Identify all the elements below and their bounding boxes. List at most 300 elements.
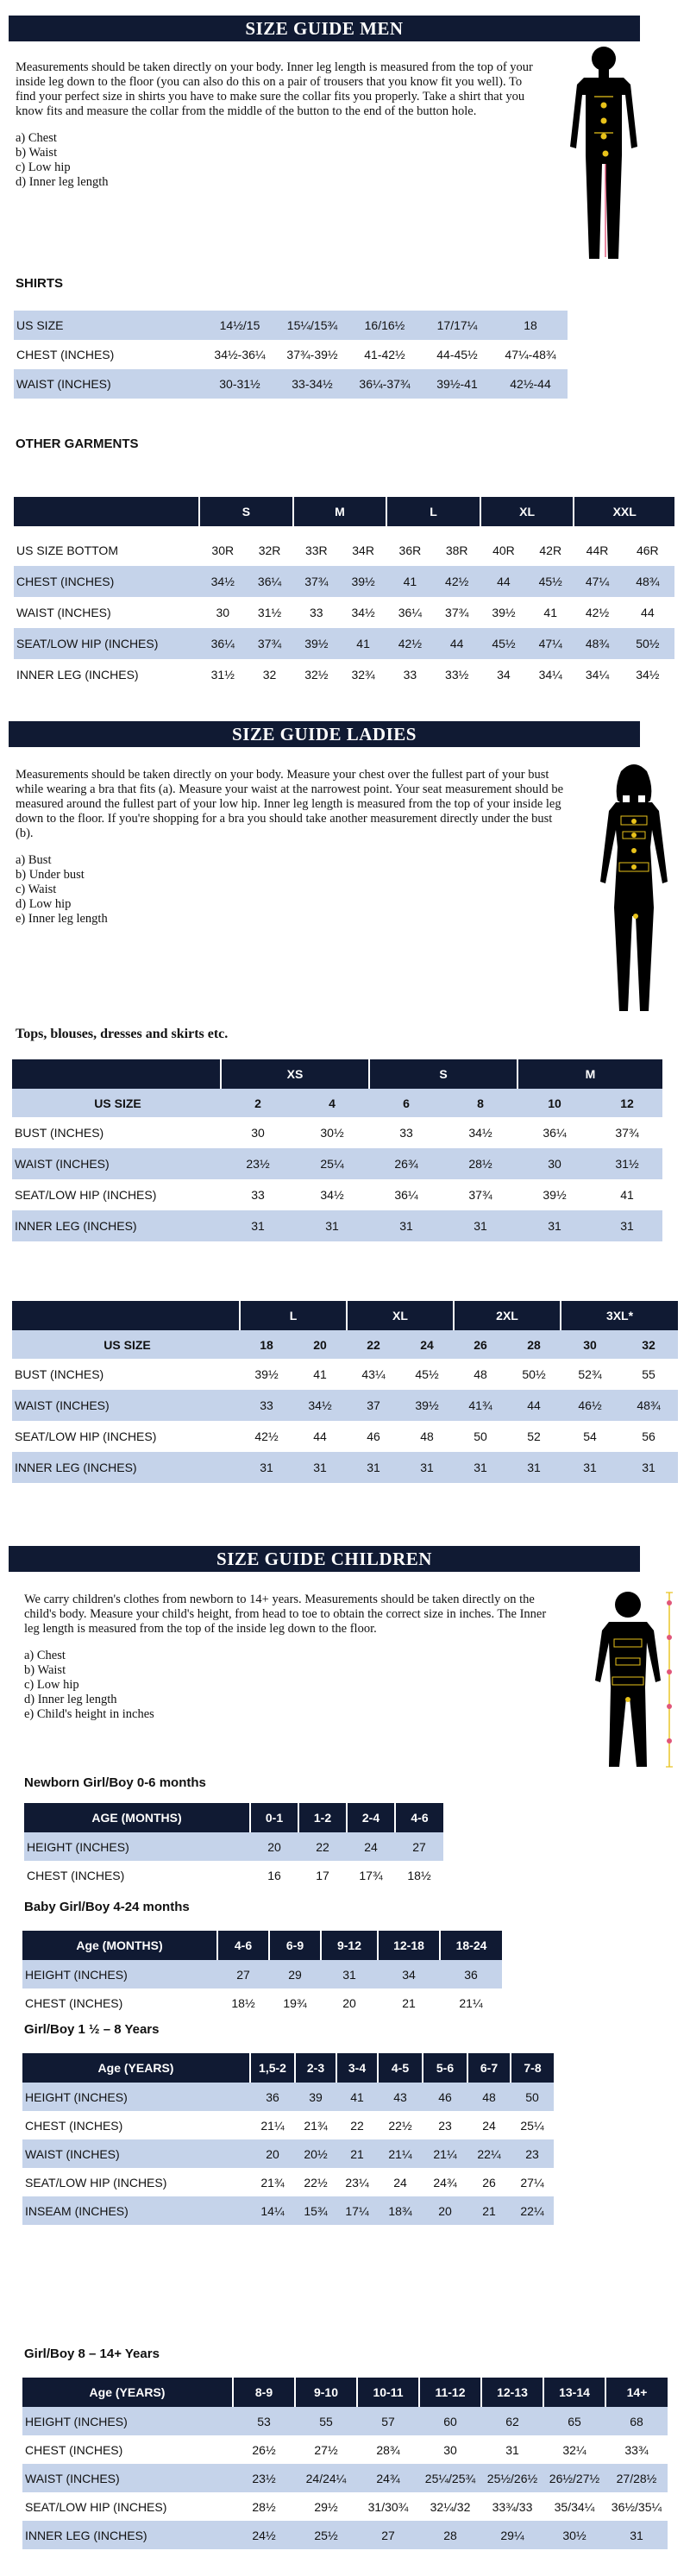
table-cell: 31	[605, 2521, 668, 2549]
table-cell: 34½-36¼	[214, 348, 266, 361]
size-cell: 8	[443, 1089, 518, 1117]
children-legend-item: c) Low hip	[24, 1678, 79, 1692]
table-cell: 27	[217, 1960, 269, 1989]
age-range-label: 3-4	[336, 2053, 378, 2083]
table-cell: 25¼/25¾	[419, 2464, 481, 2492]
shirts-title: SHIRTS	[16, 276, 64, 291]
table-cell: 32	[262, 668, 277, 682]
children-intro: We carry children's clothes from newborn to 14+ years. Measurements should be taken directly on the child's body. Measure your child's height, from head to toe to obtain the correct size in inches. The Inner leg length is measured from the top of the inside leg down to the floor.	[24, 1593, 547, 1636]
table-row	[12, 1148, 662, 1179]
size-cell: 10	[518, 1089, 592, 1117]
table-cell: 33	[240, 1390, 293, 1421]
table-cell: 29½	[314, 2499, 338, 2514]
table-cell: 31	[518, 1210, 592, 1241]
row-label: SEAT/LOW HIP (INCHES)	[14, 628, 199, 659]
table-cell: 46	[423, 2083, 467, 2111]
table-cell: 36	[250, 2083, 295, 2111]
size-group-label: XL	[347, 1301, 454, 1330]
table-cell: 46R	[636, 543, 659, 557]
table-cell: 29	[269, 1960, 321, 1989]
children-legend-item: b) Waist	[24, 1663, 66, 1677]
table-cell: 31	[505, 2442, 519, 2457]
table-cell: 17¾	[359, 1868, 383, 1882]
table-row	[22, 2168, 554, 2196]
table-cell: 41	[386, 566, 433, 597]
table-cell: 31	[561, 1452, 619, 1483]
age-range-label: 4-6	[395, 1803, 443, 1832]
child-body-silhouette	[592, 1586, 678, 1775]
size-group-header	[12, 1059, 662, 1089]
row-label: BUST (INCHES)	[15, 1367, 104, 1381]
row-label: SEAT/LOW HIP (INCHES)	[15, 1188, 157, 1202]
ladies-legend-item: e) Inner leg length	[16, 912, 108, 926]
table-cell: 35/34¼	[554, 2499, 595, 2514]
table-cell: 48	[474, 1367, 487, 1381]
table-cell: 54	[583, 1429, 597, 1443]
table-cell: 45½	[480, 628, 527, 659]
ladies-legend-item: a) Bust	[16, 853, 52, 867]
table-cell: 41¾	[454, 1390, 507, 1421]
table-row	[14, 566, 674, 597]
table-cell: 31	[443, 1210, 518, 1241]
table-cell: 24½	[233, 2521, 295, 2549]
men-legend-item: c) Low hip	[16, 160, 71, 174]
table-row	[12, 1452, 678, 1483]
table-cell: 33	[251, 1188, 265, 1202]
table-cell: 48	[420, 1429, 434, 1443]
table-cell: 47¼-48¾	[505, 348, 556, 361]
table-cell: 65	[543, 2407, 605, 2435]
table-cell: 18½	[231, 1995, 255, 2010]
table-cell: 33R	[304, 543, 328, 557]
table-cell: 39½	[254, 1367, 279, 1381]
table-row	[12, 1210, 662, 1241]
row-label: US SIZE BOTTOM	[16, 543, 118, 557]
size-group-label: M	[293, 497, 387, 526]
table-cell: 39½-41	[421, 369, 493, 399]
us-size-row	[12, 1089, 662, 1117]
table-row	[22, 2435, 668, 2464]
table-cell: 48¾	[619, 1390, 678, 1421]
table-cell: 27¼	[520, 2175, 544, 2190]
table-cell: 21	[336, 2139, 378, 2168]
size-cell: 22	[347, 1330, 400, 1359]
table-cell: 39½	[492, 606, 516, 619]
table-cell: 36¼	[246, 566, 292, 597]
size-group-header	[12, 1301, 678, 1330]
table-row	[14, 340, 568, 369]
table-cell: 33	[399, 1126, 413, 1140]
table-cell: 21	[467, 2196, 511, 2225]
size-cell: 26	[454, 1330, 507, 1359]
age-range-label: 2-3	[295, 2053, 336, 2083]
table-cell: 56	[642, 1429, 656, 1443]
row-label: HEIGHT (INCHES)	[22, 2407, 233, 2435]
ladies-banner: SIZE GUIDE LADIES	[9, 721, 640, 747]
table-cell: 18¾	[378, 2196, 423, 2225]
size-group-header	[14, 497, 674, 526]
table-cell: 19¾	[283, 1995, 307, 2010]
table-cell: 31/30¾	[367, 2499, 409, 2514]
table-cell: 39½	[400, 1390, 454, 1421]
age-header-label: Age (YEARS)	[22, 2053, 250, 2083]
age-range-label: 12-18	[378, 1931, 440, 1960]
age-range-label: 1,5-2	[250, 2053, 295, 2083]
age-range-label: 12-13	[481, 2378, 543, 2407]
age-range-label: 18-24	[440, 1931, 502, 1960]
table-cell: 33¾/33	[492, 2499, 533, 2514]
ladies-intro: Measurements should be taken directly on your body. Measure your chest over the fullest part of your bust while wearing a bra that fits (a). Measure your waist at the narrowest point. Your seat measurement should be measured around the fullest part of your low hip. Inner leg length is measured from the top of your inside leg down to the floor. If you're shopping for a bra you should take another measurement directly under the bust (b).	[16, 768, 564, 840]
ladies-size-table-2	[12, 1301, 678, 1483]
row-label: SEAT/LOW HIP (INCHES)	[25, 2175, 167, 2190]
row-label: INNER LEG (INCHES)	[22, 2521, 233, 2549]
table-cell: 26½	[252, 2442, 276, 2457]
table-cell: 34½	[636, 668, 660, 682]
table-cell: 30½	[320, 1126, 344, 1140]
table-cell: 31	[221, 1210, 295, 1241]
age-range-label: 6-7	[467, 2053, 511, 2083]
table-cell: 43¼	[361, 1367, 386, 1381]
size-group-label: L	[386, 497, 480, 526]
us-size-row	[12, 1330, 678, 1359]
table-cell: 34½	[320, 1188, 344, 1202]
table-cell: 52¾	[578, 1367, 602, 1381]
table-cell: 68	[605, 2407, 668, 2435]
table-cell: 55	[642, 1367, 656, 1381]
table-row	[22, 2521, 668, 2549]
table-cell: 23	[511, 2139, 554, 2168]
size-cell: 20	[293, 1330, 347, 1359]
size-group-label: XS	[221, 1059, 369, 1089]
size-cell: 24	[400, 1330, 454, 1359]
men-intro-block	[16, 60, 542, 190]
baby-table	[22, 1931, 502, 2017]
table-cell: 21	[402, 1995, 416, 2010]
row-label: WAIST (INCHES)	[22, 2139, 250, 2168]
table-row	[24, 1832, 443, 1861]
size-cell: 28	[507, 1330, 561, 1359]
table-cell: 31	[240, 1452, 293, 1483]
table-cell: 48¾	[621, 566, 674, 597]
table-cell: 31	[592, 1210, 662, 1241]
table-cell: 20	[423, 2196, 467, 2225]
row-label: BUST (INCHES)	[15, 1126, 104, 1140]
table-cell: 27	[357, 2521, 419, 2549]
table-cell: 42½	[386, 628, 433, 659]
table-cell: 21¾	[304, 2118, 328, 2133]
row-label: WAIST (INCHES)	[12, 1148, 221, 1179]
size-cell: 4	[295, 1089, 369, 1117]
row-label: HEIGHT (INCHES)	[22, 2083, 250, 2111]
table-cell: 25¼	[295, 1148, 369, 1179]
table-cell: 30½	[543, 2521, 605, 2549]
age-header-row	[22, 1931, 502, 1960]
ladies-size-table-1	[12, 1059, 662, 1241]
table-cell: 21¼	[260, 2118, 285, 2133]
table-cell: 55	[295, 2407, 357, 2435]
table-cell: 45½	[527, 566, 574, 597]
table-cell: 41-42½	[364, 348, 405, 361]
table-cell: 20½	[295, 2139, 336, 2168]
table-cell: 17¼	[336, 2196, 378, 2225]
children-legend-item: d) Inner leg length	[24, 1693, 117, 1706]
ladies-intro-block	[16, 768, 568, 927]
table-cell: 17	[316, 1868, 329, 1882]
table-cell: 22¼	[511, 2196, 554, 2225]
table-cell: 26¾	[369, 1148, 443, 1179]
row-label: CHEST (INCHES)	[27, 1868, 125, 1882]
table-row	[22, 2407, 668, 2435]
ladies-legend-item: b) Under bust	[16, 868, 85, 882]
table-cell: 31½	[257, 606, 282, 619]
table-cell: 30	[443, 2442, 457, 2457]
table-cell: 34½	[199, 566, 246, 597]
men-body-silhouette	[565, 43, 643, 267]
table-cell: 31	[507, 1452, 561, 1483]
table-cell: 42½	[254, 1429, 279, 1443]
table-cell: 15¾	[295, 2196, 336, 2225]
table-cell: 27½	[314, 2442, 338, 2457]
row-label: US SIZE	[12, 1330, 240, 1359]
table-cell: 23	[438, 2118, 452, 2133]
spacer-row	[14, 526, 674, 535]
table-row	[14, 628, 674, 659]
table-cell: 41	[336, 2083, 378, 2111]
table-cell: 44	[313, 1429, 327, 1443]
table-cell: 41	[620, 1188, 634, 1202]
table-cell: 36¼	[199, 628, 246, 659]
table-row	[22, 2111, 554, 2139]
table-cell: 30	[518, 1148, 592, 1179]
men-intro: Measurements should be taken directly on your body. Inner leg length is measured from the top of your inside leg down to the floor (you can also do this on a pair of trousers that you know fit you well). To find your perfect size in shirts you have to make sure the collar fits you properly. Take a shirt that you know fits and measure the collar from the middle of the button to the end of the button hole.	[16, 60, 533, 118]
table-cell: 28	[419, 2521, 481, 2549]
row-label: INNER LEG (INCHES)	[12, 1452, 240, 1483]
row-label: CHEST (INCHES)	[25, 2118, 123, 2133]
age-header-row	[24, 1803, 443, 1832]
table-cell: 31	[347, 1452, 400, 1483]
row-label: WAIST (INCHES)	[16, 606, 111, 619]
table-cell: 36	[440, 1960, 502, 1989]
table-cell: 44	[507, 1390, 561, 1421]
row-label: INNER LEG (INCHES)	[16, 668, 139, 682]
age-range-label: 8-9	[233, 2378, 295, 2407]
table-cell: 50½	[522, 1367, 546, 1381]
header-blank	[12, 1301, 240, 1330]
table-cell: 24¾	[433, 2175, 457, 2190]
table-cell: 31	[619, 1452, 678, 1483]
row-label: US SIZE	[14, 311, 204, 340]
table-cell: 36¼	[543, 1126, 567, 1140]
table-cell: 47¼	[527, 628, 574, 659]
age-header-label: Age (MONTHS)	[22, 1931, 217, 1960]
table-cell: 39½	[293, 628, 340, 659]
table-cell: 60	[419, 2407, 481, 2435]
table-cell: 31½	[210, 668, 235, 682]
row-label: CHEST (INCHES)	[25, 2442, 123, 2457]
table-row	[12, 1390, 678, 1421]
men-legend-item: b) Waist	[16, 146, 58, 160]
children-legend-item: a) Chest	[24, 1649, 66, 1662]
table-cell: 14½/15	[204, 311, 276, 340]
table-cell: 37¾	[445, 606, 469, 619]
table-cell: 41	[340, 628, 386, 659]
age-range-label: 9-10	[295, 2378, 357, 2407]
age-range-label: 10-11	[357, 2378, 419, 2407]
table-cell: 42½	[585, 606, 610, 619]
table-cell: 18½	[407, 1868, 431, 1882]
table-cell: 22	[350, 2118, 364, 2133]
table-row	[22, 2083, 554, 2111]
men-banner: SIZE GUIDE MEN	[9, 16, 640, 41]
table-row	[14, 597, 674, 628]
shirts-table	[14, 311, 568, 399]
table-cell: 34½	[468, 1126, 492, 1140]
table-cell: 27	[395, 1832, 443, 1861]
table-cell: 36½/35¼	[611, 2499, 662, 2514]
table-cell: 34¼	[585, 668, 610, 682]
table-cell: 45½	[415, 1367, 439, 1381]
table-cell: 14¼	[250, 2196, 295, 2225]
row-label: HEIGHT (INCHES)	[24, 1832, 250, 1861]
table-cell: 32½	[304, 668, 329, 682]
table-cell: 34	[378, 1960, 440, 1989]
table-cell: 32¼	[562, 2442, 586, 2457]
table-row	[12, 1179, 662, 1210]
age-header-row	[22, 2378, 668, 2407]
table-cell: 22½	[304, 2175, 328, 2190]
size-cell: 6	[369, 1089, 443, 1117]
table-cell: 20	[250, 2139, 295, 2168]
table-cell: 36¼	[398, 606, 422, 619]
age-header-label: AGE (MONTHS)	[24, 1803, 250, 1832]
row-label: HEIGHT (INCHES)	[22, 1960, 217, 1989]
table-cell: 23½	[233, 2464, 295, 2492]
table-cell: 31	[295, 1210, 369, 1241]
table-cell: 25½/26½	[481, 2464, 543, 2492]
men-legend-item: d) Inner leg length	[16, 175, 109, 189]
table-cell: 44	[434, 628, 480, 659]
table-cell: 34½	[351, 606, 375, 619]
table-cell: 37¾	[468, 1188, 492, 1202]
table-cell: 32R	[258, 543, 281, 557]
table-cell: 30-31½	[204, 369, 276, 399]
age-range-label: 6-9	[269, 1931, 321, 1960]
table-cell: 36¼	[394, 1188, 418, 1202]
table-cell: 22½	[388, 2118, 412, 2133]
table-cell: 31	[454, 1452, 507, 1483]
table-cell: 48¾	[574, 628, 620, 659]
table-row	[22, 2196, 554, 2225]
table-cell: 37¾-39½	[286, 348, 338, 361]
table-cell: 31	[321, 1960, 378, 1989]
size-group-label: S	[199, 497, 293, 526]
row-label: CHEST (INCHES)	[14, 566, 199, 597]
table-cell: 34	[497, 668, 511, 682]
table-cell: 30	[251, 1126, 265, 1140]
table-cell: 20	[342, 1995, 356, 2010]
age-range-label: 13-14	[543, 2378, 605, 2407]
table-cell: 30R	[211, 543, 235, 557]
header-blank	[14, 497, 199, 526]
age-range-label: 11-12	[419, 2378, 481, 2407]
table-cell: 34¼	[538, 668, 562, 682]
table-cell: 38R	[445, 543, 468, 557]
age-header-row	[22, 2053, 554, 2083]
size-cell: 30	[561, 1330, 619, 1359]
row-label: WAIST (INCHES)	[12, 1390, 240, 1421]
table-cell: 26½/27½	[543, 2464, 605, 2492]
table-cell: 26	[482, 2175, 496, 2190]
table-cell: 16/16½	[348, 311, 421, 340]
table-cell: 28¾	[376, 2442, 400, 2457]
header-blank	[12, 1059, 221, 1089]
table-cell: 17/17¼	[421, 311, 493, 340]
age-range-label: 1-2	[298, 1803, 347, 1832]
table-cell: 32¼/32	[430, 2499, 471, 2514]
other-garments-table	[14, 497, 674, 690]
table-cell: 30	[216, 606, 230, 619]
other-garments-title: OTHER GARMENTS	[16, 437, 139, 451]
table-cell: 27/28½	[605, 2464, 668, 2492]
size-group-label: 2XL	[454, 1301, 561, 1330]
table-cell: 42½	[434, 566, 480, 597]
ladies-tops-title: Tops, blouses, dresses and skirts etc.	[16, 1027, 229, 1041]
girlboy-1-8-table	[22, 2053, 554, 2225]
table-row	[12, 1421, 678, 1452]
table-cell: 37	[347, 1390, 400, 1421]
men-measure-legend	[16, 131, 542, 190]
row-label: WAIST (INCHES)	[22, 2464, 233, 2492]
table-cell: 31½	[592, 1148, 662, 1179]
children-legend-item: e) Child's height in inches	[24, 1707, 154, 1721]
table-row	[22, 2492, 668, 2521]
age-range-label: 4-5	[378, 2053, 423, 2083]
table-cell: 34R	[352, 543, 374, 557]
table-cell: 21¼	[459, 1995, 483, 2010]
men-legend-item: a) Chest	[16, 131, 57, 145]
row-label: INSEAM (INCHES)	[22, 2196, 250, 2225]
table-cell: 20	[250, 1832, 298, 1861]
girlboy-1-8-title: Girl/Boy 1 ½ – 8 Years	[24, 2022, 160, 2037]
table-row	[12, 1117, 662, 1148]
size-group-label: XXL	[574, 497, 674, 526]
row-label: WAIST (INCHES)	[14, 369, 204, 399]
ladies-legend-item: d) Low hip	[16, 897, 72, 911]
size-group-label: S	[369, 1059, 518, 1089]
age-range-label: 9-12	[321, 1931, 378, 1960]
table-cell: 50	[474, 1429, 487, 1443]
children-banner: SIZE GUIDE CHILDREN	[9, 1546, 640, 1572]
size-cell: 18	[240, 1330, 293, 1359]
table-cell: 46½	[561, 1390, 619, 1421]
age-range-label: 7-8	[511, 2053, 554, 2083]
table-cell: 24¾	[357, 2464, 419, 2492]
table-cell: 15¼/15¾	[276, 311, 348, 340]
table-cell: 31	[369, 1210, 443, 1241]
table-cell: 62	[481, 2407, 543, 2435]
row-label: INNER LEG (INCHES)	[12, 1210, 221, 1241]
table-cell: 50½	[621, 628, 674, 659]
size-cell: 12	[592, 1089, 662, 1117]
table-cell: 39½	[340, 566, 386, 597]
girlboy-8-14-table	[22, 2378, 668, 2549]
table-row	[14, 369, 568, 399]
table-cell: 31	[400, 1452, 454, 1483]
table-cell: 52	[527, 1429, 541, 1443]
table-row	[14, 659, 674, 690]
table-cell: 23½	[221, 1148, 295, 1179]
table-cell: 33½	[445, 668, 469, 682]
